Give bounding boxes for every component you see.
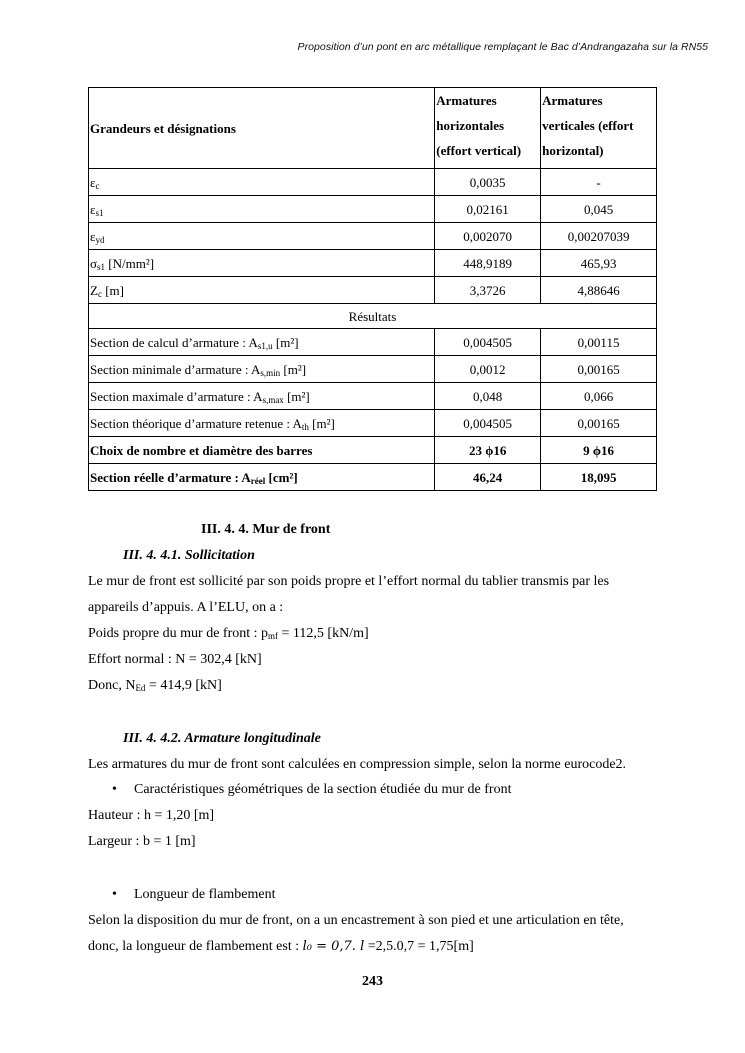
cell-vertical: 18,095 bbox=[541, 464, 657, 491]
buckling-length-line: donc, la longueur de flambement est : l₀ = 0,7. l =2,5.0,7 = 1,75[m] bbox=[88, 939, 474, 954]
subsection-heading-sollicitation: III. 4. 4.1. Sollicitation bbox=[123, 548, 255, 563]
cell-horizontal: 0,004505 bbox=[435, 329, 541, 356]
row-label: Section minimale d’armature : $A_{s,min}$ [m²] bbox=[89, 356, 435, 383]
cell-horizontal: 23 ϕ16 bbox=[435, 437, 541, 464]
paragraph-line: Le mur de front est sollicité par son poids propre et l’effort normal du tablier transmis par les bbox=[88, 574, 610, 589]
table-row-bars-choice bbox=[89, 437, 657, 464]
row-label: $Z_c$ [m] bbox=[89, 277, 435, 304]
row-label: Section maximale d’armature : $A_{s,max}$ [m²] bbox=[89, 383, 435, 410]
cell-horizontal: 0,048 bbox=[435, 383, 541, 410]
bullet-item: • Longueur de flambement bbox=[112, 887, 276, 902]
table-row bbox=[89, 383, 657, 410]
table-row bbox=[89, 250, 657, 277]
running-header: Proposition d’un pont en arc métallique remplaçant le Bac d’Andrangazaha sur la RN55 bbox=[297, 41, 708, 53]
table-row bbox=[89, 329, 657, 356]
cell-vertical: 4,88646 bbox=[541, 277, 657, 304]
results-separator-row bbox=[89, 304, 657, 329]
bullet-icon: • bbox=[112, 887, 117, 902]
buckling-formula: l₀ = 0,7. l bbox=[302, 939, 365, 954]
row-label: Section théorique d’armature retenue : $A_{th}$ [m²] bbox=[89, 410, 435, 437]
cell-horizontal: 0,0035 bbox=[435, 169, 541, 196]
row-label: Section de calcul d’armature : $A_{s1,u}$ [m²] bbox=[89, 329, 435, 356]
weight-line: Poids propre du mur de front : $p_{mf} = 112,5$ [kN/m] bbox=[88, 626, 369, 641]
table-row bbox=[89, 169, 657, 196]
paragraph-line: appareils d’appuis. A l’ELU, on a : bbox=[88, 600, 284, 615]
row-label: $\varepsilon_{s1}$ bbox=[89, 196, 435, 223]
cell-vertical: - bbox=[541, 169, 657, 196]
cell-vertical: 0,066 bbox=[541, 383, 657, 410]
row-label: Section réelle d’armature : $A_{réel}$ [cm²] bbox=[89, 464, 435, 491]
table-row bbox=[89, 410, 657, 437]
table-row bbox=[89, 223, 657, 250]
header-designations: Grandeurs et désignations bbox=[89, 88, 435, 169]
design-force-line: Donc, $N_{Ed} = 414,9$ [kN] bbox=[88, 678, 222, 693]
paragraph-line: Les armatures du mur de front sont calculées en compression simple, selon la norme eurocode2. bbox=[88, 757, 627, 772]
section-heading: III. 4. 4. Mur de front bbox=[201, 522, 331, 537]
cell-vertical: 9 ϕ16 bbox=[541, 437, 657, 464]
cell-horizontal: 0,0012 bbox=[435, 356, 541, 383]
cell-horizontal: 46,24 bbox=[435, 464, 541, 491]
cell-horizontal: 0,004505 bbox=[435, 410, 541, 437]
height-line: Hauteur : h = 1,20 [m] bbox=[88, 808, 215, 823]
subsection-heading-longitudinal: III. 4. 4.2. Armature longitudinale bbox=[123, 731, 321, 746]
table-row bbox=[89, 196, 657, 223]
page-number: 243 bbox=[362, 974, 383, 989]
results-label: Résultats bbox=[89, 304, 657, 329]
table-row bbox=[89, 356, 657, 383]
cell-vertical: 465,93 bbox=[541, 250, 657, 277]
width-line: Largeur : b = 1 [m] bbox=[88, 834, 196, 849]
row-label: $\sigma_{s1}$ [N/mm²] bbox=[89, 250, 435, 277]
reinforcement-table bbox=[88, 87, 657, 491]
cell-vertical: 0,045 bbox=[541, 196, 657, 223]
normal-force-line: Effort normal : N = 302,4 [kN] bbox=[88, 652, 262, 667]
table-row-real-section bbox=[89, 464, 657, 491]
cell-vertical: 0,00115 bbox=[541, 329, 657, 356]
table-row bbox=[89, 277, 657, 304]
bullet-icon: • bbox=[112, 782, 117, 797]
cell-vertical: 0,00165 bbox=[541, 410, 657, 437]
row-label: $\varepsilon_c$ bbox=[89, 169, 435, 196]
cell-horizontal: 0,02161 bbox=[435, 196, 541, 223]
cell-horizontal: 3,3726 bbox=[435, 277, 541, 304]
cell-vertical: 0,00207039 bbox=[541, 223, 657, 250]
row-label: $\varepsilon_{yd}$ bbox=[89, 223, 435, 250]
bullet-item: • Caractéristiques géométriques de la section étudiée du mur de front bbox=[112, 782, 512, 797]
table-header-row bbox=[89, 88, 657, 169]
cell-vertical: 0,00165 bbox=[541, 356, 657, 383]
paragraph-line: Selon la disposition du mur de front, on a un encastrement à son pied et une articulation en tête, bbox=[88, 913, 624, 928]
cell-horizontal: 0,002070 bbox=[435, 223, 541, 250]
cell-horizontal: 448,9189 bbox=[435, 250, 541, 277]
row-label: Choix de nombre et diamètre des barres bbox=[89, 437, 435, 464]
header-horizontal: Armatures horizontales (effort vertical) bbox=[435, 88, 541, 169]
header-vertical: Armatures verticales (effort horizontal) bbox=[541, 88, 657, 169]
